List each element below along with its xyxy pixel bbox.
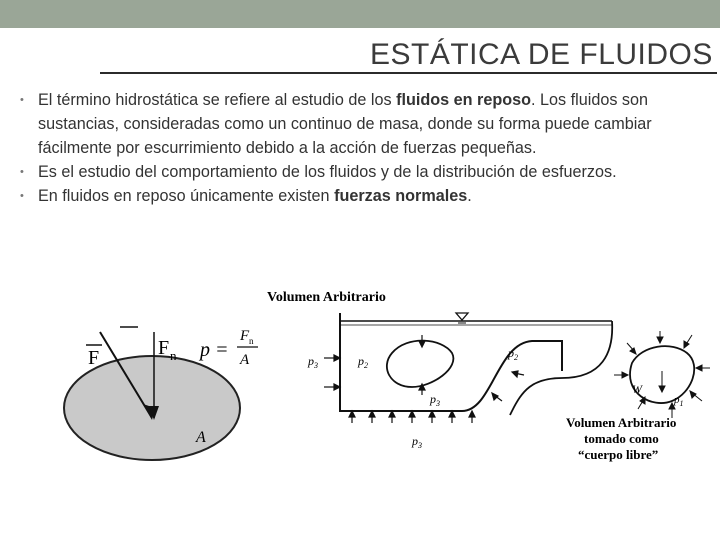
free-body-caption-2: tomado como — [584, 431, 659, 446]
eq-numerator-sub: n — [249, 336, 254, 346]
pressure-figure — [60, 300, 280, 470]
bullet-dot: • — [20, 190, 24, 202]
bullet-dot: • — [20, 166, 24, 178]
eq-denominator: A — [240, 352, 250, 368]
eq-numerator: F — [240, 328, 250, 344]
area-label: A — [196, 429, 206, 446]
normal-force-label: F — [158, 337, 170, 359]
bullet-text: Es el estudio del comportamiento de los fluidos y de la distribución de esfuerzos. — [38, 163, 617, 181]
title-underline — [100, 72, 717, 74]
volume-header: Volumen Arbitrario — [267, 290, 386, 305]
free-body-caption-1: Volumen Arbitrario — [566, 415, 677, 430]
weight-label: W — [632, 382, 642, 396]
p3-bottom-label: $p_3$ — [412, 434, 422, 450]
arbitrary-volume-blob — [387, 341, 454, 387]
tank-outline — [340, 313, 562, 411]
p3-mid-label: $p_3$ — [430, 392, 440, 408]
force-label: F — [88, 347, 100, 369]
bullet-text: El término hidrostática se refiere al estudio de los — [38, 91, 397, 109]
p3-left-label: $p_3$ — [308, 354, 318, 370]
normal-force-sub: n — [170, 348, 177, 363]
slide-title: ESTÁTICA DE FLUIDOS — [370, 38, 713, 71]
pressure-eq-lhs: p = — [200, 339, 229, 361]
bullet-bold-text: fluidos en reposo — [396, 91, 532, 109]
top-bar — [0, 0, 720, 28]
bullet-text: En fluidos en reposo únicamente existen — [38, 187, 335, 205]
arbitrary-volume-figure — [262, 283, 714, 468]
p2-right-label: $p_2$ — [508, 346, 518, 362]
bullet-item — [20, 160, 710, 184]
bullet-list — [20, 88, 710, 208]
free-body-caption-3: “cuerpo libre” — [578, 447, 659, 462]
p1-label: $p_1$ — [674, 394, 684, 408]
free-body-arrows — [614, 331, 710, 418]
bullet-text: . — [467, 187, 472, 205]
surface-marker — [456, 313, 468, 320]
bullet-item — [20, 184, 710, 208]
p2-left-label: $p_2$ — [358, 354, 368, 370]
bullet-text: . Los fluidos son sustancias, consideradas como un continuo de masa, donde su forma puede cambiar fácilmente por escurrimiento debido a la acción de fuerzas pequeñas. — [38, 91, 652, 157]
bullet-item — [20, 88, 710, 160]
bullet-dot: • — [20, 94, 24, 106]
bullet-bold-text: fuerzas normales — [334, 187, 468, 205]
